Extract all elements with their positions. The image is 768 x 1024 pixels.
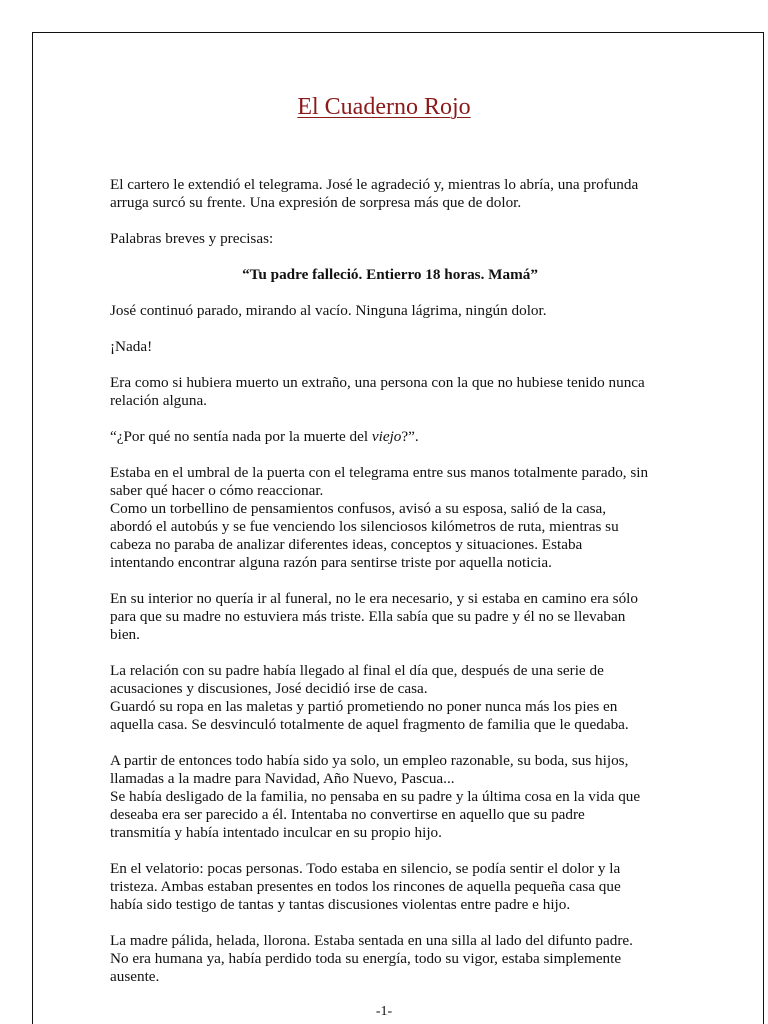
paragraph [110, 932, 670, 986]
paragraph [110, 338, 670, 356]
paragraph [110, 464, 670, 572]
page-number: -1- [375, 1004, 393, 1019]
text-line: abordó el autobús y se fue venciendo los silenciosos kilómetros de ruta, mientras su [110, 518, 619, 535]
paragraph [110, 860, 670, 914]
text-line: Se había desligado de la familia, no pensaba en su padre y la última cosa en la vida que [110, 788, 641, 805]
text-line: Como un torbellino de pensamientos confusos, avisó a su esposa, salió de la casa, [110, 500, 607, 517]
quote-text: ?”. [401, 428, 419, 445]
text-line: tristeza. Ambas estaban presentes en todos los rincones de aquella pequeña casa que [110, 878, 621, 895]
text-line: Guardó su ropa en las maletas y partió prometiendo no poner nunca más los pies en [110, 698, 618, 715]
text-line: Estaba en el umbral de la puerta con el telegrama entre sus manos totalmente parado, sin [110, 464, 649, 481]
paragraph [110, 230, 670, 248]
text-line: “Tu padre falleció. Entierro 18 horas. Mamá” [242, 266, 538, 283]
text-line: arruga surcó su frente. Una expresión de sorpresa más que de dolor. [110, 194, 522, 211]
text-line: cabeza no paraba de analizar diferentes ideas, conceptos y situaciones. Estaba [110, 536, 583, 553]
text-line: En el velatorio: pocas personas. Todo estaba en silencio, se podía sentir el dolor y la [110, 860, 621, 877]
text-line: A partir de entonces todo había sido ya solo, un empleo razonable, su boda, sus hijos, [110, 752, 629, 769]
text-line: El cartero le extendió el telegrama. José le agradeció y, mientras lo abría, una profunda [110, 176, 639, 193]
telegram-text [110, 266, 670, 284]
text-line: para que su madre no estuviera más triste. Ella sabía que su padre y él no se llevaban [110, 608, 626, 625]
paragraph [110, 176, 670, 212]
text-line: deseaba era ser parecido a él. Intentaba no convertirse en aquello que su padre [110, 806, 585, 823]
document-body [110, 176, 670, 1004]
text-line: Era como si hubiera muerto un extraño, una persona con la que no hubiese tenido nunca [110, 374, 645, 391]
quote-text: “¿Por qué no sentía nada por la muerte del [110, 428, 372, 445]
text-line: saber qué hacer o cómo reaccionar. [110, 482, 324, 499]
text-line: bien. [110, 626, 140, 643]
text-line: En su interior no quería ir al funeral, no le era necesario, y si estaba en camino era sólo [110, 590, 638, 607]
text-line: había sido testigo de tantas y tantas discusiones violentas entre padre e hijo. [110, 896, 571, 913]
paragraph [110, 302, 670, 320]
text-line: ausente. [110, 968, 160, 985]
document-title: El Cuaderno Rojo [297, 94, 471, 120]
text-line: relación alguna. [110, 392, 207, 409]
text-line: aquella casa. Se desvinculó totalmente de aquel fragmento de familia que le quedaba. [110, 716, 629, 733]
quote-emphasis: viejo [371, 428, 402, 445]
text-line: No era humana ya, había perdido toda su energía, todo su vigor, estaba simplemente [110, 950, 622, 967]
text-line: transmitía y había intentado inculcar en su propio hijo. [110, 824, 442, 841]
paragraph [110, 752, 670, 842]
paragraph [110, 374, 670, 410]
text-line: Palabras breves y precisas: [110, 230, 274, 247]
paragraph [110, 590, 670, 644]
text-line: José continuó parado, mirando al vacío. Ninguna lágrima, ningún dolor. [110, 302, 547, 319]
quote-paragraph [110, 428, 670, 446]
text-line: La relación con su padre había llegado al final el día que, después de una serie de [110, 662, 604, 679]
text-line: intentando encontrar alguna razón para sentirse triste por aquella noticia. [110, 554, 552, 571]
text-line: llamadas a la madre para Navidad, Año Nuevo, Pascua... [110, 770, 455, 787]
text-line: acusaciones y discusiones, José decidió irse de casa. [110, 680, 428, 697]
text-line: ¡Nada! [110, 338, 153, 355]
paragraph [110, 662, 670, 734]
text-line: La madre pálida, helada, llorona. Estaba sentada en una silla al lado del difunto padre. [110, 932, 633, 949]
